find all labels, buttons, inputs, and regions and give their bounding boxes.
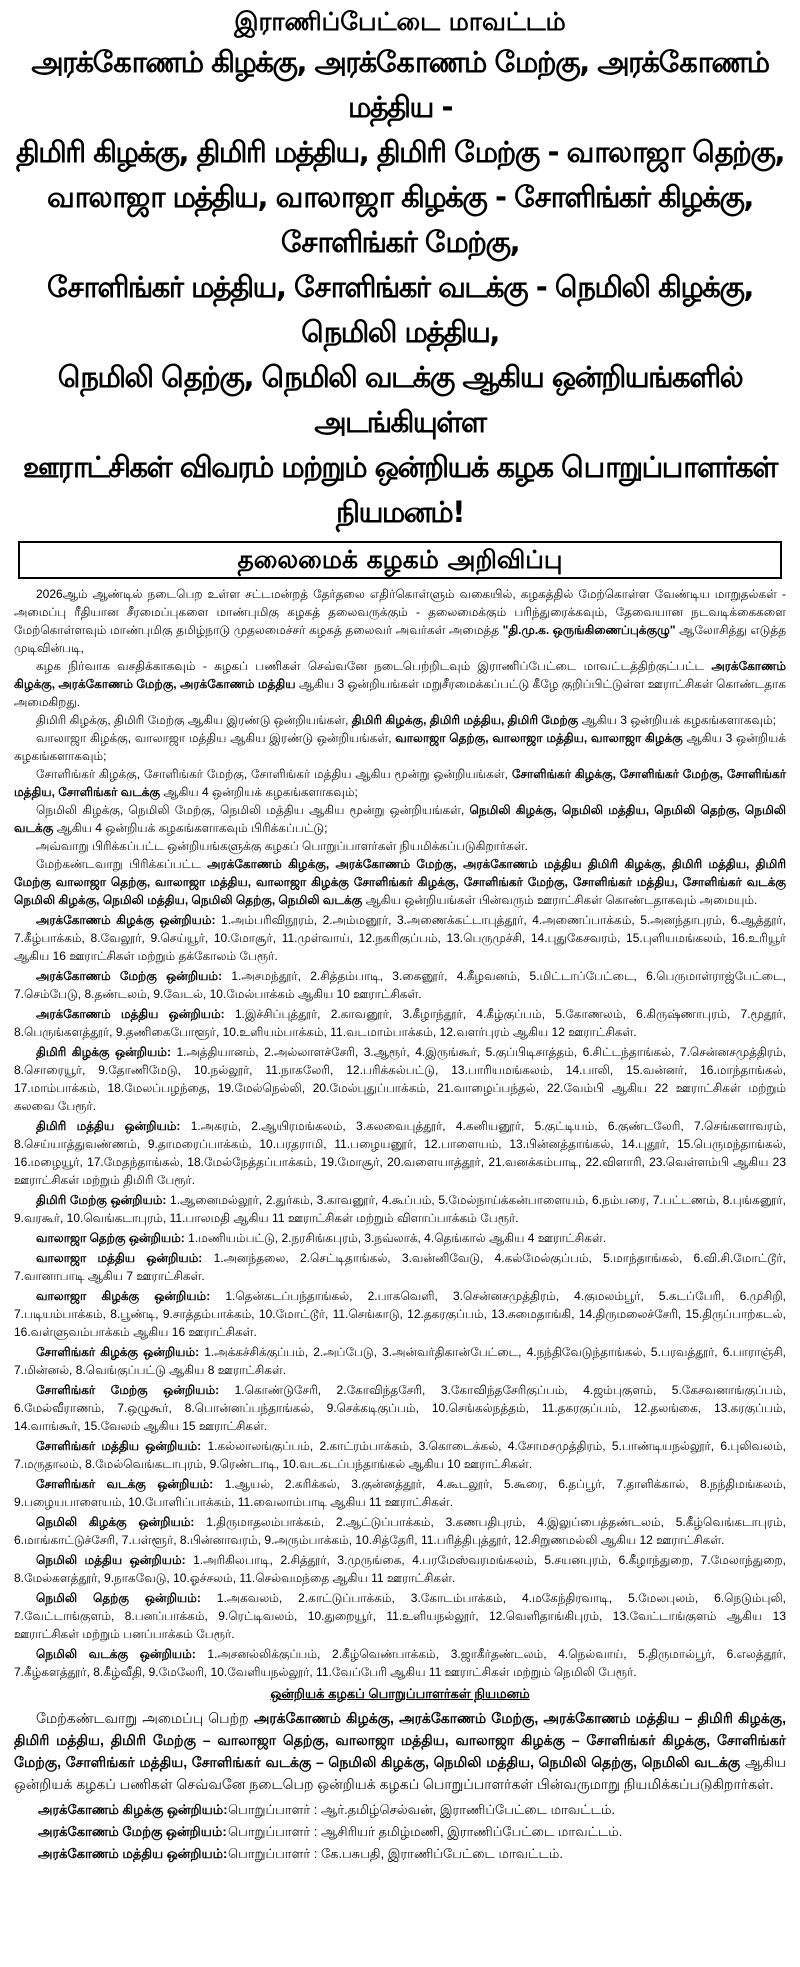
- union-villages: 1.அனந்தலை, 2.செட்டிதாங்கல், 3.வன்னிவேடு, 4.கல்மேல்குப்பம், 5.மாந்தாங்கல், 6.வி.சி.மோட்டூர், 7.வானாபாடி ஆகிய 7 ஊராட்சிகள்.: [14, 1251, 786, 1283]
- union-entry: [14, 967, 786, 1003]
- headline-line: வாலாஜா மத்திய, வாலாஜா கிழக்கு - சோளிங்கர் கிழக்கு, சோளிங்கர் மேற்கு,: [47, 180, 753, 259]
- incharge-list: [10, 1799, 790, 1865]
- intro-text: ஆகிய 3 ஒன்றியங்கள் மறுசீரமைக்கப்பட்டு கீழே குறிப்பிட்டுள்ள ஊராட்சிகள் கொண்டதாக அமைகிறது.: [14, 677, 786, 709]
- intro-paragraph: [14, 585, 786, 657]
- union-villages: 1.ஆனைமல்லூர், 2.துர்கம், 3.காவனூர், 4.கூப்பம், 5.மேல்நாய்க்கன்பாளையம், 6.நம்பரை, 7.பட்டணம், 8.புங்கனூர், 9.வரகூர், 10.வெங்கடாபுரம், 11.பாலமதி ஆகிய 11 ஊராட்சிகள் மற்றும் விளாப்பாக்கம் பேரூர்.: [14, 1193, 787, 1225]
- union-villages: 1.அகரம், 2.ஆயிரமங்கலம், 3.கலவைபுத்தூர், 4.கனியனூர், 5.குட்டியம், 6.குண்டலேரி, 7.செங்களாவரம், 8.செய்யாத்துவண்ணம், 9.தாமரைப்பாக்கம், 10.பரதராமி, 11.பழையனூர், 12.பாளையம், 13.பின்னத்தாங்கல், 14.புதூர், 15.பெருமந்தாங்கல், 16.மழையூர், 17.மேதந்தாங்கல், 18.மேல்நேத்தப்பாக்கம், 19.மோசூர், 20.வளையாத்தூர், 21.வனக்கம்பாடி, 22.விளாரி, 23.வெள்ளம்பி ஆகிய 23 ஊராட்சிகள் மற்றும் திமிரி பேரூர்.: [14, 1119, 787, 1187]
- headline: [10, 40, 790, 535]
- union-entry: [14, 1043, 786, 1115]
- intro-bold-text: "தி.மு.க. ஒருங்கிணைப்புக்குழு": [502, 623, 676, 637]
- incharge-row: [38, 1799, 786, 1821]
- headline-line: ஊராட்சிகள் விவரம் மற்றும் ஒன்றியக் கழக பொறுப்பாளர்கள் நியமனம்!: [23, 450, 777, 529]
- union-name: வாலாஜா தெற்கு ஒன்றியம்:: [36, 1231, 185, 1245]
- union-entry: [14, 1551, 786, 1587]
- intro-bold-text: அரக்கோணம் கிழக்கு, அரக்கோணம் மேற்கு, அரக்கோணம் மத்திய: [14, 659, 786, 691]
- union-villages: 1.இச்சிப்புத்தூர், 2.காவனூர், 3.கீழாந்தூர், 4.கீழ்குப்பம், 5.கோணலம், 6.கிருஷ்ணாபுரம், 7.மூதூர், 8.பெருங்களத்தூர், 9.தணிகைபோளூர், 10.உளியம்பாக்கம், 11.வடமாம்பாக்கம், 12.வளர்புரம் ஆகிய 12 ஊராட்சிகள்.: [14, 1007, 786, 1039]
- intro-paragraph: [14, 729, 786, 765]
- union-entry: [14, 1249, 786, 1285]
- appointment-paragraph: [14, 1707, 786, 1795]
- incharge-union: அரக்கோணம் மேற்கு ஒன்றியம்:: [38, 1824, 227, 1839]
- intro-text: நெமிலி கிழக்கு, நெமிலி மேற்கு, நெமிலி மத்திய ஆகிய மூன்று ஒன்றியங்கள்,: [36, 803, 465, 817]
- intro-bold-text: நெமிலி கிழக்கு, நெமிலி மத்திய, நெமிலி தெற்கு, நெமிலி வடக்கு: [14, 803, 786, 835]
- union-entry: [14, 911, 786, 965]
- appointment-bold-text: அரக்கோணம் கிழக்கு, அரக்கோணம் மேற்கு, அரக்கோணம் மத்திய – திமிரி கிழக்கு, திமிரி மத்திய, திமிரி மேற்கு – வாலாஜா தெற்கு, வாலாஜா மத்திய, வாலாஜா கிழக்கு – சோளிங்கர் கிழக்கு, சோளிங்கர் மேற்கு, சோளிங்கர் மத்திய, சோளிங்கர் வடக்கு – நெமிலி கிழக்கு, நெமிலி மத்திய, நெமிலி தெற்கு, நெமிலி வடக்கு: [14, 1710, 786, 1770]
- union-name: திமிரி கிழக்கு ஒன்றியம்:: [36, 1045, 171, 1059]
- headline-line: அரக்கோணம் கிழக்கு, அரக்கோணம் மேற்கு, அரக்கோணம் மத்திய -: [31, 45, 769, 124]
- union-name: திமிரி மத்திய ஒன்றியம்:: [36, 1119, 181, 1133]
- union-name: நெமிலி வடக்கு ஒன்றியம்:: [36, 1647, 196, 1661]
- incharge-union: அரக்கோணம் மத்திய ஒன்றியம்:: [38, 1846, 228, 1861]
- union-villages: 1.அக்கச்சிக்குப்பம், 2.அப்பேடு, 3.அன்வர்திகான்பேட்டை, 4.நந்திவேடுந்தாங்கல், 5.பரவத்தூர், 6.பாராஞ்சி, 7.மின்னல், 8.வெங்குப்பட்டு ஆகிய 8 ஊராட்சிகள்.: [14, 1345, 786, 1377]
- union-entry: [14, 1645, 786, 1681]
- union-entry: [14, 1287, 786, 1341]
- union-name: சோளிங்கர் கிழக்கு ஒன்றியம்:: [36, 1345, 200, 1359]
- union-name: சோளிங்கர் மத்திய ஒன்றியம்:: [36, 1439, 202, 1453]
- intro-paragraph: [14, 855, 786, 909]
- intro-text: அவ்வாறு பிரிக்கப்பட்ட ஒன்றியங்களுக்கு கழகப் பொறுப்பாளர்கள் நியமிக்கப்படுகிறார்கள்.: [36, 839, 528, 853]
- intro-text: ஆகிய ஒன்றியங்கள் பின்வரும் ஊராட்சிகள் கொண்டதாகவும் அமையும்.: [365, 893, 758, 907]
- appointment-text: ஆகிய ஒன்றியக் கழகப் பணிகள் செவ்வனே நடைபெற ஒன்றியக் கழகப் பொறுப்பாளர்கள் பின்வருமாறு நியமிக்கப்படுகிறார்கள்.: [14, 1754, 786, 1792]
- union-villages: 1.அசமந்தூர், 2.சித்தம்பாடி, 3.கைனூர், 4.கீழவனம், 5.மிட்டாப்பேட்டை, 6.பெருமாள்ராஜ்பேட்டை, 7.செம்பேடு, 8.தண்டலம், 9.வேடல், 10.மேல்பாக்கம் ஆகிய 10 ஊராட்சிகள்.: [14, 969, 786, 1001]
- union-villages: 1.அரிகிலபாடி, 2.சித்தூர், 3.முருங்கை, 4.பரமேஸ்வரமங்கலம், 5.சயனபுரம், 6.கீழாந்துறை, 7.மேலாந்துறை, 8.மேல்களத்தூர், 9.நாகவேடு, 10.ஓச்சலம், 11.செல்வமந்தை ஆகிய 11 ஊராட்சிகள்.: [14, 1553, 787, 1585]
- intro-paragraph: [14, 765, 786, 801]
- incharge-person: பொறுப்பாளர் : ஆசிரியர் தமிழ்மணி, இராணிப்பேட்டை மாவட்டம்.: [228, 1824, 623, 1839]
- union-name: வாலாஜா மத்திய ஒன்றியம்:: [36, 1251, 203, 1265]
- incharge-person: பொறுப்பாளர் : கே.பசுபதி, இராணிப்பேட்டை மாவட்டம்.: [228, 1846, 563, 1861]
- union-entry: [14, 1437, 786, 1473]
- intro-text: மேற்கண்டவாறு பிரிக்கப்பட்ட: [36, 857, 201, 871]
- union-villages: 1.திருமாதலம்பாக்கம், 2.ஆட்டுப்பாக்கம், 3.கணபதிபுரம், 4.இலுப்பைத்தண்டலம், 5.கீழ்வெங்கடாபுரம், 6.மாங்காட்டுச்சேரி, 7.பள்ளூர், 8.பின்னாவரம், 9.அரும்பாக்கம், 10.சித்தேரி, 11.பரித்திபுத்தூர், 12.சிறுணமல்லி ஆகிய 12 ஊராட்சிகள்.: [14, 1515, 786, 1547]
- union-entry: [14, 1191, 786, 1227]
- intro-text: திமிரி கிழக்கு, திமிரி மேற்கு ஆகிய இரண்டு ஒன்றியங்கள்,: [36, 713, 349, 727]
- headline-line: நெமிலி தெற்கு, நெமிலி வடக்கு ஆகிய ஒன்றியங்களில் அடங்கியுள்ள: [57, 360, 743, 439]
- intro-text: ஆகிய 3 ஒன்றியக் கழகங்களாகவும்;: [14, 731, 787, 763]
- union-name: நெமிலி மத்திய ஒன்றியம்:: [36, 1553, 186, 1567]
- intro-bold-text: சோளிங்கர் கிழக்கு, சோளிங்கர் மேற்கு, சோளிங்கர் மத்திய, சோளிங்கர் வடக்கு: [14, 767, 787, 799]
- intro-text: 2026ஆம் ஆண்டில் நடைபெற உள்ள சட்டமன்றத் தேர்தலை எதிர்கொள்ளும் வகையில், கழகத்தில் மேற்கொள்ள வேண்டிய மாறுதல்கள் - அமைப்பு ரீதியான சீரமைப்புகளை மாண்புமிகு கழகத் தலைவருக்கும் - தலைமைக்கும் பரிந்துரைக்கவும், தேவையான நடவடிக்கைகளை மேற்கொள்ளவும் மாண்புமிகு தமிழ்நாடு முதலமைச்சர் கழகத் தலைவர் அவர்கள் அமைத்த: [14, 587, 786, 637]
- union-entry: [14, 1117, 786, 1189]
- headline-line: திமிரி கிழக்கு, திமிரி மத்திய, திமிரி மேற்கு - வாலாஜா தெற்கு,: [15, 135, 785, 169]
- union-name: நெமிலி தெற்கு ஒன்றியம்:: [36, 1591, 201, 1605]
- intro-paragraph: [14, 711, 786, 729]
- intro-text: சோளிங்கர் கிழக்கு, சோளிங்கர் மேற்கு, சோளிங்கர் மத்திய ஆகிய மூன்று ஒன்றியங்கள்,: [36, 767, 508, 781]
- intro-text: ஆலோசித்து எடுத்த முடிவின்படி,: [14, 623, 787, 655]
- union-villages: 1.அத்தியானம், 2.அல்லாளச்சேரி, 3.ஆரூர், 4.இருங்கூர், 5.குப்பிடிசாத்தம், 6.சிட்டந்தாங்கல், 7.சென்னசமுத்திரம், 8.சொரையூர், 9.தோணிமேடு, 10.நல்லூர், 11.நாகலேரி, 12.பரிக்கல்பட்டு, 13.பாரியமங்கலம், 14.பாலி, 15.வன்னர், 16.மாந்தாங்கல், 17.மாம்பாக்கம், 18.மேலப்பழந்தை, 19.மேல்நெல்லி, 20.மேல்புதுப்பாக்கம், 21.வாழைப்பந்தல், 22.வேம்பி ஆகிய 22 ஊராட்சிகள் மற்றும் கலவை பேரூர்.: [14, 1045, 786, 1113]
- union-name: அரக்கோணம் மேற்கு ஒன்றியம்:: [36, 969, 223, 983]
- intro-text: ஆகிய 4 ஒன்றியக் கழகங்களாகவும் பிரிக்கப்பட்டு;: [56, 821, 328, 835]
- incharge-row: [38, 1821, 786, 1843]
- headline-line: சோளிங்கர் மத்திய, சோளிங்கர் வடக்கு - நெமிலி கிழக்கு, நெமிலி மத்திய,: [47, 270, 753, 349]
- union-list: [14, 911, 786, 1681]
- incharge-person: பொறுப்பாளர் : ஆர்.தமிழ்செல்வன், இராணிப்பேட்டை மாவட்டம்.: [228, 1802, 616, 1817]
- intro-bold-text: அரக்கோணம் கிழக்கு, அரக்கோணம் மேற்கு, அரக்கோணம் மத்திய திமிரி கிழக்கு, திமிரி மத்திய, திமிரி மேற்கு வாலாஜா தெற்கு, வாலாஜா மத்திய, வாலாஜா கிழக்கு சோளிங்கர் கிழக்கு, சோளிங்கர் மேற்கு, சோளிங்கர் மத்திய, சோளிங்கர் வடக்கு நெமிலி கிழக்கு, நெமிலி மத்திய, நெமிலி தெற்கு, நெமிலி வடக்கு: [14, 857, 786, 907]
- intro-bold-text: திமிரி கிழக்கு, திமிரி மத்திய, திமிரி மேற்கு: [351, 713, 579, 727]
- union-name: சோளிங்கர் வடக்கு ஒன்றியம்:: [36, 1477, 214, 1491]
- union-name: திமிரி மேற்கு ஒன்றியம்:: [36, 1193, 167, 1207]
- intro-paragraph: [14, 801, 786, 837]
- headquarters-announcement-banner: தலைமைக் கழகம் அறிவிப்பு: [18, 541, 782, 579]
- intro-bold-text: வாலாஜா தெற்கு, வாலாஜா மத்திய, வாலாஜா கிழக்கு: [395, 731, 683, 745]
- union-villages: 1.அகவலம், 2.காட்டுப்பாக்கம், 3.கோடம்பாக்கம், 4.மகேந்திரவாடி, 5.மேலபுலம், 6.நெடும்புலி, 7.வேட்டாங்குளம், 8.பனப்பாக்கம், 9.ரெட்டிவலம், 10.துறையூர், 11.உளியநல்லூர், 12.வெளிதாங்கிபுரம், 13.வேட்டாங்குளம் ஆகிய 13 ஊராட்சிகள் மற்றும் பனப்பாக்கம் பேரூர்.: [14, 1591, 786, 1641]
- union-entry: [14, 1589, 786, 1643]
- union-villages: 1.ஆயல், 2.கரிக்கல், 3.குன்னத்தூர், 4.கூடலூர், 5.கூரை, 6.தப்பூர், 7.தாளிக்கால், 8.நந்திமங்கலம், 9.பழையபாளையம், 10.போளிப்பாக்கம், 11.வைலாம்பாடி ஆகிய 11 ஊராட்சிகள்.: [14, 1477, 787, 1509]
- union-villages: 1.மணியம்பட்டு, 2.நரசிங்கபுரம், 3.நவ்லாக், 4.தெங்கால் ஆகிய 4 ஊராட்சிகள்.: [188, 1231, 607, 1245]
- intro-paragraph: [14, 837, 786, 855]
- union-entry: [14, 1229, 786, 1247]
- district-title: இராணிப்பேட்டை மாவட்டம்: [234, 7, 566, 36]
- appointment-title: ஒன்றியக் கழகப் பொறுப்பாளர்கள் நியமனம்: [270, 1686, 530, 1701]
- union-villages: 1.கல்லாலங்குப்பம், 2.காட்ரம்பாக்கம், 3.கொடைக்கல், 4.சோமசமுத்திரம், 5.பாண்டியநல்லூர், 6.புலிவலம், 7.மருதாலம், 8.மேல்வெங்கடாபுரம், 9.ரெண்டாடி, 10.வடகடப்பந்தாங்கல் ஆகிய 10 ஊராட்சிகள்.: [14, 1439, 786, 1471]
- union-entry: [14, 1343, 786, 1379]
- intro-text: ஆகிய 3 ஒன்றியக் கழகங்களாகவும்;: [581, 713, 776, 727]
- incharge-union: அரக்கோணம் கிழக்கு ஒன்றியம்:: [38, 1802, 228, 1817]
- intro-text: கழக நிர்வாக வசதிக்காகவும் - கழகப் பணிகள் செவ்வனே நடைபெற்றிடவும் இராணிப்பேட்டை மாவட்டத்திற்குட்பட்ட: [36, 659, 705, 673]
- union-villages: 1.அசனல்லிக்குப்பம், 2.கீழ்வெண்பாக்கம், 3.ஜாகீர்தண்டலம், 4.நெல்வாய், 5.திருமால்பூர், 6.எலத்தூர், 7.கீழ்களத்தூர், 8.கீழ்வீதி, 9.மேலேரி, 10.வேளியநல்லூர், 11.வேப்பேரி ஆகிய 11 ஊராட்சிகள் மற்றும் நெமிலி பேரூர்.: [14, 1647, 786, 1679]
- union-name: வாலாஜா கிழக்கு ஒன்றியம்:: [36, 1289, 211, 1303]
- union-name: அரக்கோணம் மத்திய ஒன்றியம்:: [36, 1007, 225, 1021]
- union-villages: 1.தென்கடப்பந்தாங்கல், 2.பாகவெளி, 3.சென்னசமுத்திரம், 4.குமலம்பூர், 5.கடப்பேரி, 6.முசிறி, 7.படியம்பாக்கம், 8.பூண்டி, 9.சாத்தம்பாக்கம், 10.மோட்டூர், 11.செங்காடு, 12.தகரகுப்பம், 13.சுமைதாங்கி, 14.திருமலைச்சேரி, 15.திருப்பாற்கடல், 16.வள்ளுவம்பாக்கம் ஆகிய 16 ஊராட்சிகள்.: [14, 1289, 786, 1339]
- union-villages: 1.அம்பரிவிநூரம், 2.அம்மனூர், 3.அணைக்கட்டாபுத்தூர், 4.அணைப்பாக்கம், 5.அனந்தாபுரம், 6.ஆத்தூர், 7.கீழ்பாக்கம், 8.வேலூர், 9.செய்யூர், 10.மோசூர், 11.முள்வாய், 12.நகரிகுப்பம், 13.பெருமுச்சி, 14.புதுகேசவரம், 15.புளியமங்கலம், 16.உரியூர் ஆகிய 16 ஊராட்சிகள் மற்றும் தக்கோலம் பேரூர்.: [14, 913, 786, 963]
- intro-text: ஆகிய 4 ஒன்றியக் கழகங்களாகவும்;: [163, 785, 358, 799]
- union-entry: [14, 1381, 786, 1435]
- intro-text: வாலாஜா கிழக்கு, வாலாஜா மத்திய ஆகிய இரண்டு ஒன்றியங்கள்,: [36, 731, 392, 745]
- union-name: நெமிலி கிழக்கு ஒன்றியம்:: [36, 1515, 195, 1529]
- union-entry: [14, 1005, 786, 1041]
- union-name: சோளிங்கர் மேற்கு ஒன்றியம்:: [36, 1383, 220, 1397]
- union-entry: [14, 1475, 786, 1511]
- union-entry: [14, 1513, 786, 1549]
- union-villages: 1.கொண்டுசேரி, 2.கோவிந்தசேரி, 3.கோவிந்தசேரிகுப்பம், 4.ஜம்புகுளம், 5.கேசவனாங்குப்பம், 6.மேல்வீராணம், 7.ஒழுகூர், 8.பொன்னப்பந்தாங்கல், 9.செக்கடிகுப்பம், 10.செங்கல்நத்தம், 11.தகரகுப்பம், 12.தலங்கை, 13.கரகுப்பம், 14.வாங்கூர், 15.வேலம் ஆகிய 15 ஊராட்சிகள்.: [14, 1383, 786, 1433]
- appointment-text: மேற்கண்டவாறு அமைப்பு பெற்ற: [36, 1710, 249, 1726]
- intro-section: [10, 585, 790, 909]
- intro-paragraph: [14, 657, 786, 711]
- union-name: அரக்கோணம் கிழக்கு ஒன்றியம்:: [36, 913, 216, 927]
- incharge-row: [38, 1843, 786, 1865]
